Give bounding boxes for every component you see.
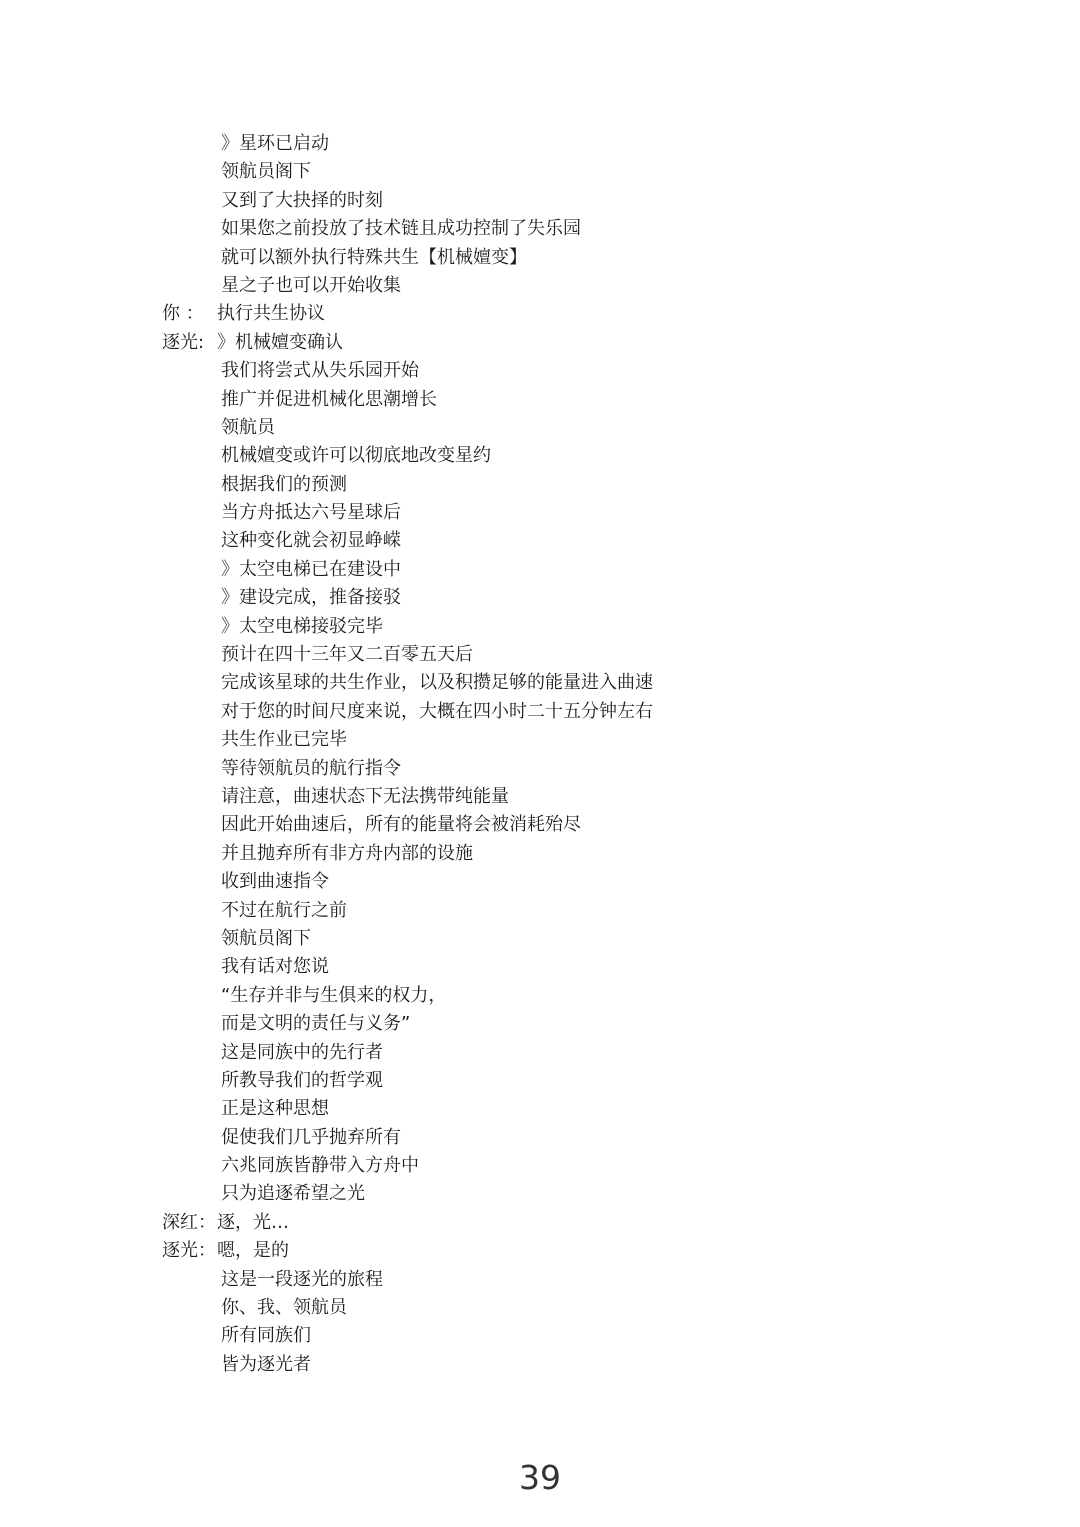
dialogue-text: 不过在航行之前 (221, 899, 347, 921)
dialogue-text: 这种变化就会初显峥嵘 (221, 530, 401, 552)
dialogue-line (162, 527, 922, 555)
dialogue-line (162, 1237, 922, 1265)
dialogue-line (162, 925, 922, 953)
dialogue-text: 执行共生协议 (217, 303, 325, 325)
dialogue-line (162, 953, 922, 981)
dialogue-line (162, 187, 922, 215)
speaker-label: 你 ： (162, 303, 204, 325)
dialogue-line (162, 897, 922, 925)
dialogue-line (162, 1152, 922, 1180)
dialogue-line (162, 1095, 922, 1123)
dialogue-line (162, 584, 922, 612)
dialogue-text: 根据我们的预测 (221, 473, 347, 495)
dialogue-line (162, 1209, 922, 1237)
dialogue-text: 预计在四十三年又二百零五天后 (221, 644, 473, 666)
dialogue-text: 这是同族中的先行者 (221, 1041, 383, 1063)
dialogue-text: 推广并促进机械化思潮增长 (221, 388, 437, 410)
dialogue-text: 嗯，是的 (217, 1240, 289, 1262)
dialogue-line (162, 1067, 922, 1095)
dialogue-text: 所有同族们 (221, 1325, 311, 1347)
dialogue-text: 对于您的时间尺度来说，大概在四小时二十五分钟左右 (221, 700, 653, 722)
dialogue-line (162, 641, 922, 669)
dialogue-line (162, 386, 922, 414)
dialogue-text: 》星环已启动 (221, 133, 329, 154)
dialogue-text: 又到了大抉择的时刻 (221, 189, 383, 211)
dialogue-text: 只为追逐希望之光 (221, 1183, 365, 1205)
dialogue-line (162, 329, 922, 357)
dialogue-text: 我有话对您说 (221, 956, 329, 978)
dialogue-line (162, 1322, 922, 1350)
dialogue-line (162, 1266, 922, 1294)
dialogue-line (162, 755, 922, 783)
dialogue-line (162, 613, 922, 641)
dialogue-line (162, 1180, 922, 1208)
dialogue-text: 六兆同族皆静带入方舟中 (221, 1155, 419, 1177)
dialogue-line (162, 442, 922, 470)
dialogue-text: 星之子也可以开始收集 (221, 274, 401, 296)
dialogue-text: 而是文明的责任与义务” (221, 1013, 411, 1035)
dialogue-line (162, 811, 922, 839)
dialogue-line (162, 1039, 922, 1067)
dialogue-line (162, 215, 922, 243)
dialogue-text: 机械嬗变或许可以彻底地改变星约 (221, 445, 491, 467)
dialogue-line (162, 272, 922, 300)
dialogue-text: 促使我们几乎抛弃所有 (221, 1126, 401, 1148)
dialogue-line (162, 130, 922, 158)
dialogue-line (162, 1294, 922, 1322)
dialogue-line (162, 698, 922, 726)
dialogue-text: 等待领航员的航行指令 (221, 757, 401, 779)
dialogue-text: 共生作业已完毕 (221, 729, 347, 751)
dialogue-line (162, 840, 922, 868)
dialogue-line (162, 1010, 922, 1038)
dialogue-text: 逐，光… (217, 1211, 289, 1233)
dialogue-line (162, 1351, 922, 1379)
dialogue-text: 就可以额外执行特殊共生【机械嬗变】 (221, 246, 527, 268)
dialogue-text: 因此开始曲速后，所有的能量将会被消耗殆尽 (221, 814, 581, 836)
dialogue-line (162, 158, 922, 186)
page-number: 39 (519, 1458, 561, 1497)
dialogue-text: 请注意，曲速状态下无法携带纯能量 (221, 785, 509, 807)
dialogue-line (162, 982, 922, 1010)
dialogue-text: 所教导我们的哲学观 (221, 1069, 383, 1091)
dialogue-text: 》太空电梯接驳完毕 (221, 615, 383, 637)
dialogue-text: 》机械嬗变确认 (217, 331, 343, 353)
dialogue-text: 我们将尝式从失乐园开始 (221, 360, 419, 382)
dialogue-text: “生存并非与生俱来的权力， (221, 984, 447, 1006)
dialogue-text: 》太空电梯已在建设中 (221, 558, 401, 580)
dialogue-line (162, 556, 922, 584)
dialogue-text: 》建设完成，推备接驳 (221, 587, 401, 609)
dialogue-text: 领航员阁下 (221, 161, 311, 183)
dialogue-script (162, 130, 922, 1379)
dialogue-line (162, 414, 922, 442)
dialogue-line (162, 868, 922, 896)
dialogue-text: 皆为逐光者 (221, 1353, 311, 1375)
dialogue-text: 收到曲速指令 (221, 871, 329, 893)
dialogue-text: 如果您之前投放了技术链且成功控制了失乐园 (221, 218, 581, 240)
dialogue-text: 并且抛弃所有非方舟内部的设施 (221, 842, 473, 864)
dialogue-line (162, 244, 922, 272)
dialogue-line (162, 357, 922, 385)
dialogue-line (162, 783, 922, 811)
dialogue-line (162, 300, 922, 328)
dialogue-line (162, 1124, 922, 1152)
speaker-label: 深红： (162, 1211, 216, 1233)
dialogue-line (162, 726, 922, 754)
dialogue-line (162, 669, 922, 697)
dialogue-text: 正是这种思想 (221, 1098, 329, 1120)
dialogue-line (162, 471, 922, 499)
dialogue-text: 你、我、领航员 (221, 1297, 347, 1319)
dialogue-text: 这是一段逐光的旅程 (221, 1268, 383, 1290)
speaker-label: 逐光： (162, 1240, 216, 1262)
dialogue-line (162, 499, 922, 527)
speaker-label: 逐光: (162, 331, 205, 353)
dialogue-text: 领航员阁下 (221, 927, 311, 949)
dialogue-text: 当方舟抵达六号星球后 (221, 502, 401, 524)
dialogue-text: 领航员 (221, 416, 275, 438)
dialogue-text: 完成该星球的共生作业，以及积攒足够的能量进入曲速 (221, 672, 653, 694)
